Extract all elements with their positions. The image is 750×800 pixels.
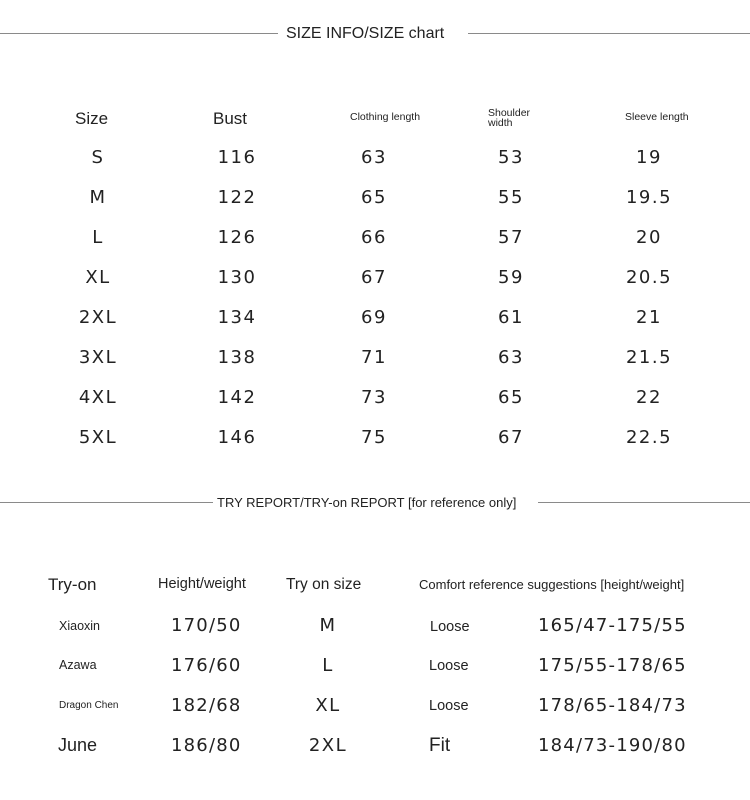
cell-shoulder: 55 [498,187,524,208]
cell-bust: 142 [217,387,257,408]
cell-sleeve: 20.5 [625,267,673,288]
cell-sleeve: 22 [636,387,662,408]
tester-size: L [322,655,334,676]
size-chart-title: SIZE INFO/SIZE chart [286,25,445,42]
header-try-on-size: Try on size [286,576,362,593]
tester-height-weight: 186/80 [171,735,242,756]
fit-label: Loose [429,658,469,674]
cell-length: 63 [361,147,387,168]
cell-bust: 130 [217,267,257,288]
cell-bust: 122 [217,187,257,208]
cell-sleeve: 19 [636,147,662,168]
tester-size: 2XL [308,735,348,756]
fit-label: Fit [429,735,451,756]
cell-length: 69 [361,307,387,328]
tester-name: June [58,735,98,755]
header-bust: Bust [213,109,248,128]
cell-shoulder: 57 [498,227,524,248]
tester-height-weight: 170/50 [171,615,242,636]
tester-name: Azawa [59,658,97,672]
tester-size: XL [315,695,341,716]
tester-name: Xiaoxin [59,619,100,633]
cell-bust: 138 [217,347,257,368]
tester-name: Dragon Chen [59,700,119,711]
header-height-weight: Height/weight [158,576,246,592]
fit-label: Loose [429,698,469,714]
report-divider-left [0,502,213,503]
header-size: Size [75,109,109,128]
cell-size: L [92,227,104,248]
cell-sleeve: 22.5 [625,427,673,448]
comfort-range: 165/47-175/55 [538,615,687,636]
cell-bust: 134 [217,307,257,328]
title-divider-right [468,33,750,34]
cell-length: 67 [361,267,387,288]
cell-length: 73 [361,387,387,408]
cell-length: 71 [361,347,387,368]
title-divider-left [0,33,278,34]
cell-length: 75 [361,427,387,448]
cell-bust: 126 [217,227,257,248]
cell-size: 4XL [78,387,118,408]
cell-size: M [89,187,107,208]
header-shoulder-line1: Shoulder [488,107,531,119]
cell-shoulder: 61 [498,307,524,328]
cell-size: 3XL [78,347,118,368]
header-try-on: Try-on [48,575,97,594]
header-comfort: Comfort reference suggestions [height/weight] [419,577,685,592]
cell-sleeve: 21.5 [625,347,673,368]
cell-shoulder: 63 [498,347,524,368]
tester-size: M [319,615,337,636]
header-sleeve-length: Sleeve length [625,111,689,123]
cell-shoulder: 67 [498,427,524,448]
cell-length: 65 [361,187,387,208]
tester-height-weight: 182/68 [171,695,242,716]
cell-shoulder: 65 [498,387,524,408]
try-report-title: TRY REPORT/TRY-on REPORT [for reference only] [217,495,517,510]
tester-height-weight: 176/60 [171,655,242,676]
cell-bust: 116 [217,147,257,168]
cell-length: 66 [361,227,387,248]
cell-size: 2XL [78,307,118,328]
header-shoulder-line2: width [488,117,513,129]
header-shoulder-width [488,108,530,128]
cell-bust: 146 [217,427,257,448]
cell-shoulder: 59 [498,267,524,288]
cell-size: XL [85,267,111,288]
cell-size: S [91,147,105,168]
cell-size: 5XL [78,427,118,448]
cell-sleeve: 21 [636,307,662,328]
comfort-range: 178/65-184/73 [538,695,687,716]
cell-shoulder: 53 [498,147,524,168]
fit-label: Loose [430,619,470,635]
header-clothing-length: Clothing length [350,111,421,123]
report-divider-right [538,502,750,503]
cell-sleeve: 20 [636,227,662,248]
comfort-range: 175/55-178/65 [538,655,687,676]
cell-sleeve: 19.5 [625,187,673,208]
comfort-range: 184/73-190/80 [538,735,687,756]
